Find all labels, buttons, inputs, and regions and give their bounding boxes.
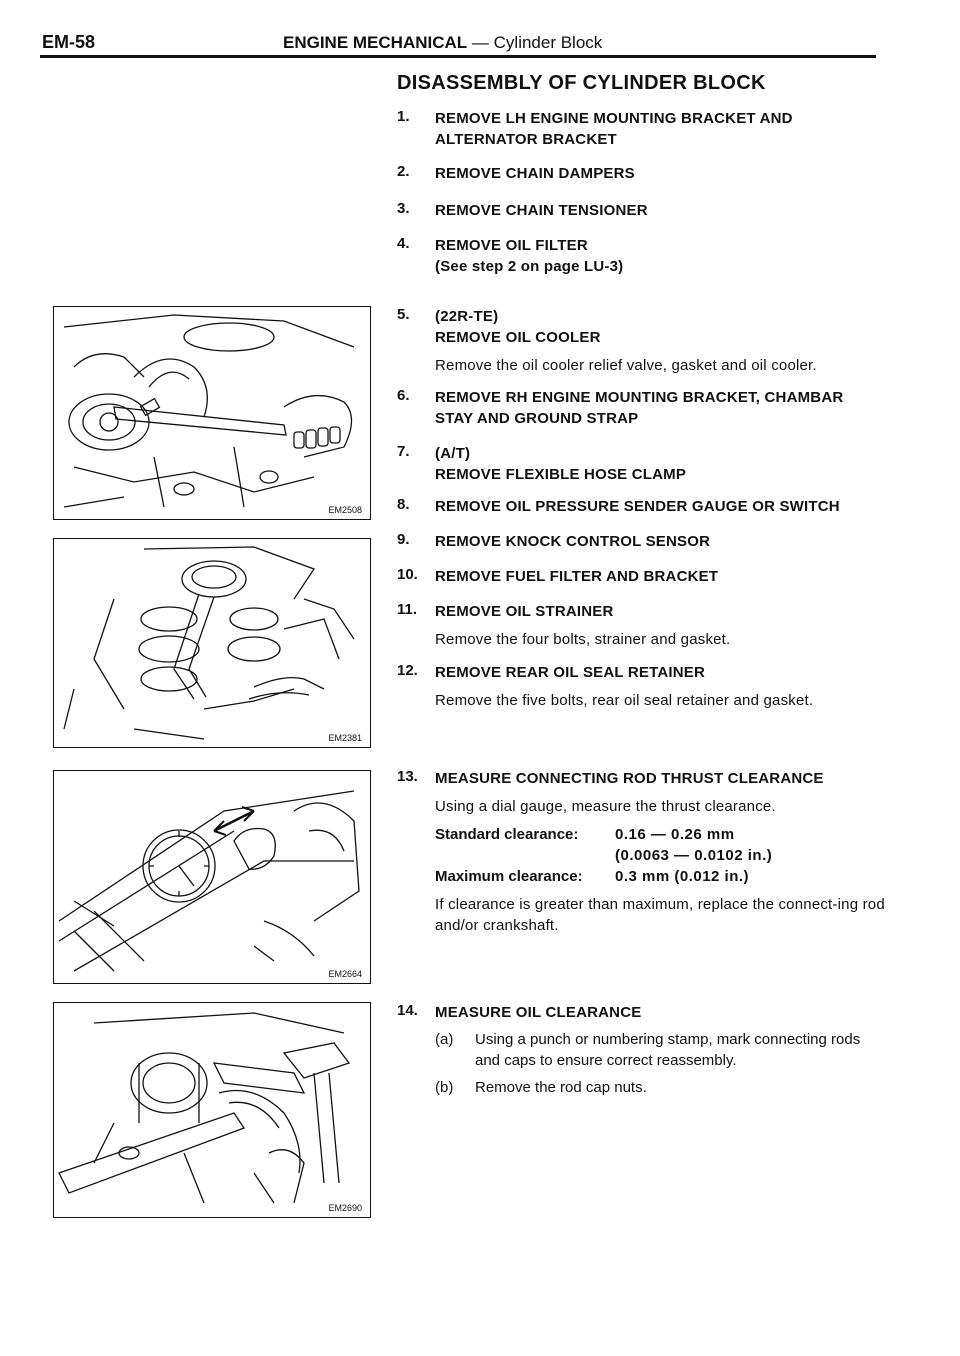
step-heading: (22R-TE)	[435, 308, 499, 325]
step-9	[397, 531, 887, 552]
figure-id: EM2508	[328, 505, 362, 515]
step-heading: (See step 2 on page LU-3)	[435, 258, 624, 275]
step-description: Remove the oil cooler relief valve, gasket and oil cooler.	[435, 357, 817, 374]
figure-oil-cooler	[53, 306, 371, 520]
step-heading: MEASURE OIL CLEARANCE	[435, 1004, 642, 1021]
sub-step-a	[435, 1029, 887, 1071]
page-number: EM-58	[42, 32, 96, 52]
step-heading: MEASURE CONNECTING ROD THRUST CLEARANCE	[435, 770, 824, 787]
sub-step-label: (b)	[435, 1079, 454, 1096]
sub-step-text: Using a punch or numbering stamp, mark connecting rods and caps to ensure correct reassembly.	[475, 1031, 861, 1069]
step-heading: REMOVE OIL STRAINER	[435, 603, 614, 620]
figure-dial-gauge	[53, 770, 371, 984]
sub-step-text: Remove the rod cap nuts.	[475, 1079, 647, 1096]
standard-clearance-in: (0.0063 — 0.0102 in.)	[615, 847, 773, 864]
step-number: 3.	[397, 200, 410, 217]
header-subsection: Cylinder Block	[493, 33, 603, 52]
figure-id: EM2690	[328, 1203, 362, 1213]
step-heading: REMOVE CHAIN DAMPERS	[435, 165, 635, 182]
step-heading: REMOVE RH ENGINE MOUNTING BRACKET, CHAMBAR	[435, 389, 844, 406]
step-number: 7.	[397, 443, 410, 460]
step-2	[397, 163, 887, 184]
figure-oil-strainer	[53, 538, 371, 748]
dial-gauge-illustration	[54, 771, 370, 983]
step-heading: STAY AND GROUND STRAP	[435, 410, 639, 427]
step-heading: ALTERNATOR BRACKET	[435, 131, 617, 148]
step-number: 12.	[397, 662, 418, 679]
header-separator: —	[471, 33, 489, 52]
step-12	[397, 662, 887, 711]
step-number: 11.	[397, 601, 418, 618]
clearance-spec	[435, 824, 887, 887]
section-title: DISASSEMBLY OF CYLINDER BLOCK	[397, 72, 766, 94]
figure-id: EM2664	[328, 969, 362, 979]
oil-strainer-illustration	[54, 539, 370, 747]
step-heading: REMOVE CHAIN TENSIONER	[435, 202, 648, 219]
step-7	[397, 443, 887, 485]
maximum-clearance-value: 0.3 mm (0.012 in.)	[615, 868, 750, 885]
figure-rod-marking	[53, 1002, 371, 1218]
step-14	[397, 1002, 887, 1098]
step-number: 2.	[397, 163, 410, 180]
step-8	[397, 496, 887, 517]
step-13	[397, 768, 887, 936]
step-number: 10.	[397, 566, 418, 583]
step-number: 5.	[397, 306, 410, 323]
figure-id: EM2381	[328, 733, 362, 743]
step-number: 4.	[397, 235, 410, 252]
step-heading: REMOVE KNOCK CONTROL SENSOR	[435, 533, 711, 550]
step-heading: REMOVE FLEXIBLE HOSE CLAMP	[435, 466, 687, 483]
step-number: 13.	[397, 768, 418, 785]
step-number: 1.	[397, 108, 410, 125]
rod-marking-illustration	[54, 1003, 370, 1217]
step-description: Remove the five bolts, rear oil seal retainer and gasket.	[435, 692, 814, 709]
step-heading: REMOVE FUEL FILTER AND BRACKET	[435, 568, 719, 585]
step-heading: REMOVE LH ENGINE MOUNTING BRACKET AND	[435, 110, 793, 127]
step-number: 6.	[397, 387, 410, 404]
step-10	[397, 566, 887, 587]
step-description: Using a dial gauge, measure the thrust clearance.	[435, 798, 776, 815]
sub-step-label: (a)	[435, 1031, 454, 1048]
step-heading: (A/T)	[435, 445, 471, 462]
step-number: 8.	[397, 496, 410, 513]
oil-cooler-illustration	[54, 307, 370, 519]
step-5	[397, 306, 887, 376]
maximum-clearance-label: Maximum clearance:	[435, 868, 583, 885]
sub-step-b	[435, 1077, 887, 1098]
header-title	[283, 33, 602, 53]
standard-clearance-mm: 0.16 — 0.26 mm	[615, 826, 735, 843]
step-number: 14.	[397, 1002, 418, 1019]
step-heading: REMOVE OIL FILTER	[435, 237, 588, 254]
step-4	[397, 235, 887, 277]
step-heading: REMOVE OIL COOLER	[435, 329, 601, 346]
step-description: Remove the four bolts, strainer and gasket.	[435, 631, 731, 648]
step-3	[397, 200, 887, 221]
page-header	[40, 30, 876, 58]
header-section: ENGINE MECHANICAL	[283, 33, 468, 52]
step-heading: REMOVE OIL PRESSURE SENDER GAUGE OR SWITCH	[435, 498, 840, 515]
clearance-note: If clearance is greater than maximum, replace the connect-ing rod and/or crankshaft.	[435, 896, 885, 934]
step-heading: REMOVE REAR OIL SEAL RETAINER	[435, 664, 705, 681]
step-1	[397, 108, 887, 150]
header-rule	[40, 55, 876, 58]
step-number: 9.	[397, 531, 410, 548]
standard-clearance-label: Standard clearance:	[435, 826, 579, 843]
step-11	[397, 601, 887, 650]
step-6	[397, 387, 887, 429]
